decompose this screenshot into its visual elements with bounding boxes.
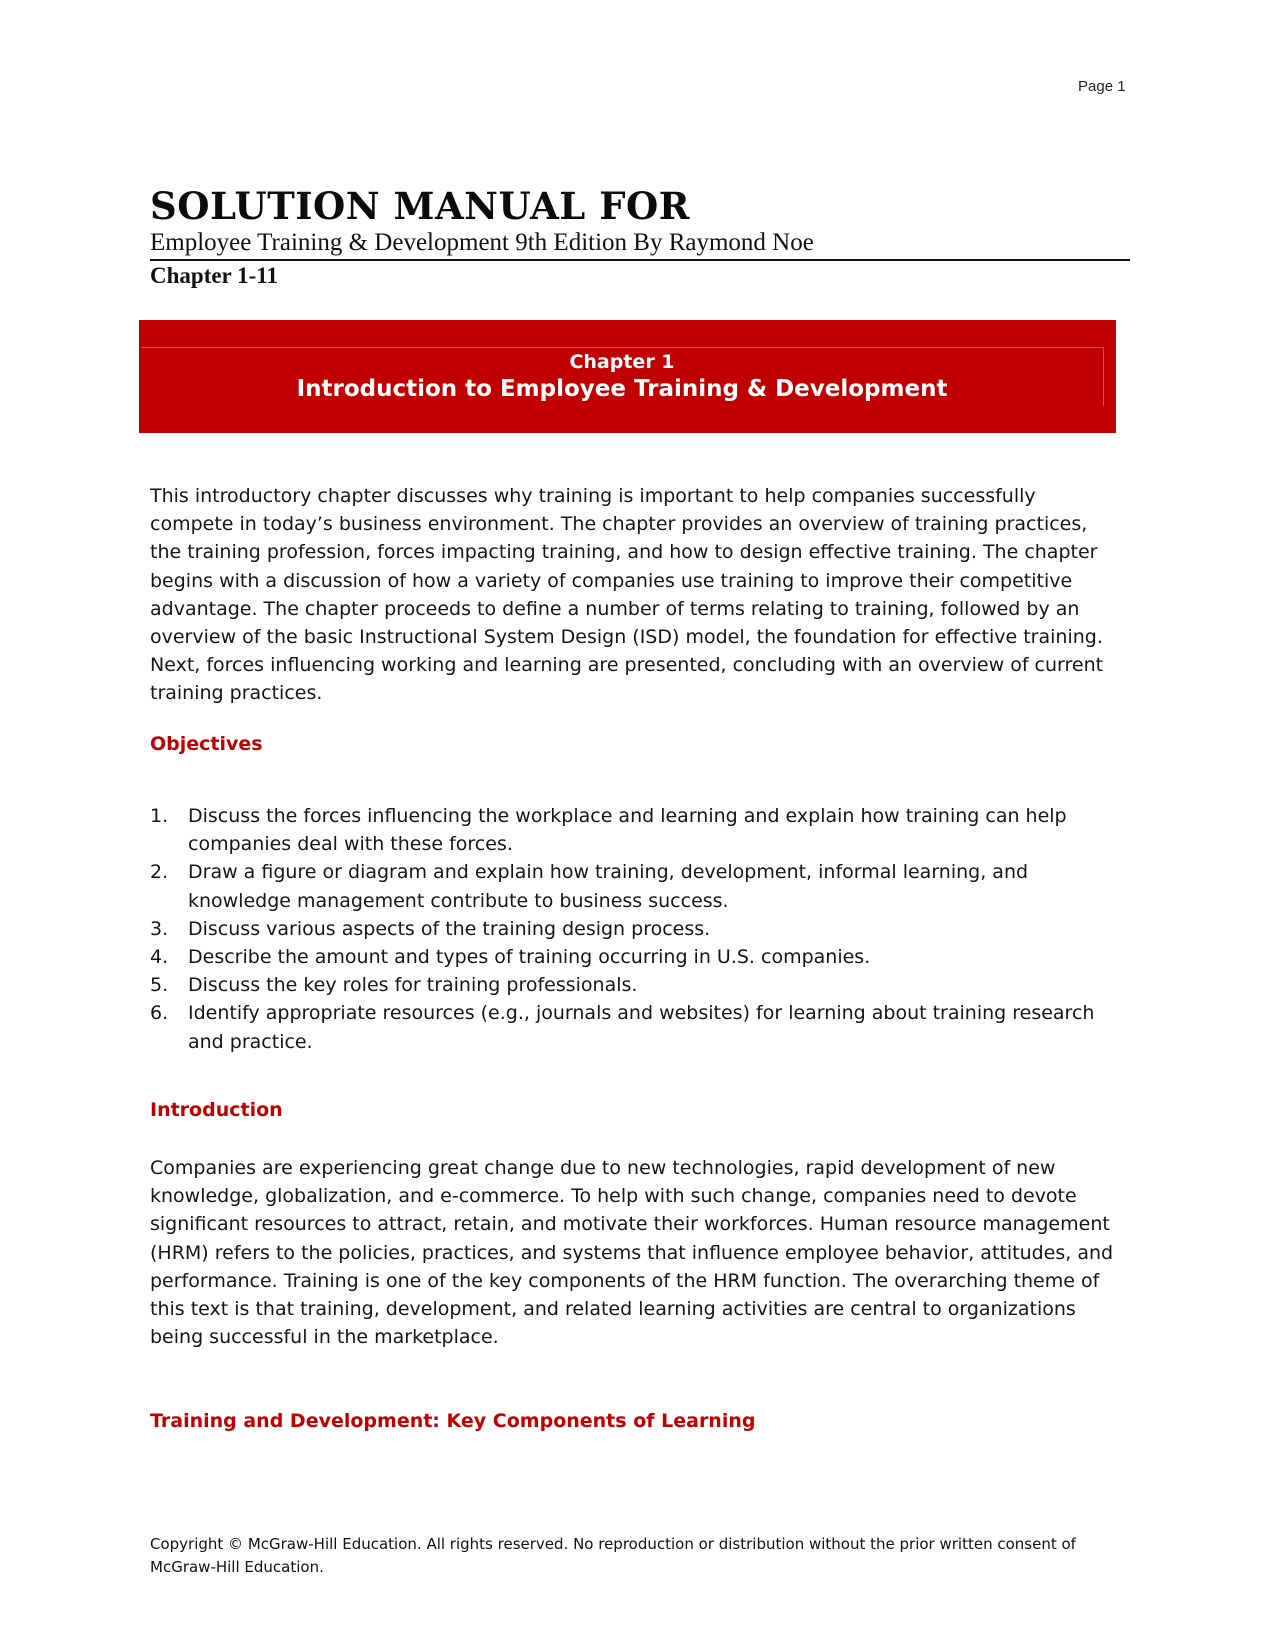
chapter-banner-inner [141,347,1104,406]
document-subtitle: Employee Training & Development 9th Edition By Raymond Noe [150,229,814,256]
list-item-text: Discuss the key roles for training professionals. [188,974,638,997]
list-item [150,943,1115,971]
list-item [150,971,1115,999]
title-divider [150,259,1130,261]
list-item-text: Identify appropriate resources (e.g., journals and websites) for learning about training research and practice. [188,1002,1095,1053]
intro-paragraph: This introductory chapter discusses why training is important to help companies successfully compete in today’s business environment. The chapter provides an overview of training practices, the training profession, forces impacting training, and how to design effective training. The chapter begins with a discussion of how a variety of companies use training to improve their competitive advantage. The chapter proceeds to define a number of terms relating to training, followed by an overview of the basic Instructional System Design (ISD) model, the foundation for effective training. Next, forces influencing working and learning are presented, concluding with an overview of current training practices. [150,485,1104,705]
list-item-number: 3. [150,917,169,940]
list-item-number: 4. [150,946,169,969]
objectives-list [150,802,1115,1056]
list-item [150,915,1115,943]
objectives-heading: Objectives [150,733,263,755]
chapter-banner [139,320,1116,433]
document-title: SOLUTION MANUAL FOR [150,184,690,228]
list-item-number: 2. [150,861,169,884]
list-item [150,802,1115,858]
chapter-range: Chapter 1-11 [150,263,278,288]
banner-chapter-title: Introduction to Employee Training & Development [296,376,948,402]
list-item-number: 1. [150,805,169,827]
list-item-text: Draw a figure or diagram and explain how training, development, informal learning, and knowledge management contribute to business success. [188,861,1029,912]
training-development-heading: Training and Development: Key Components of Learning [150,1410,756,1432]
introduction-paragraph: Companies are experiencing great change due to new technologies, rapid development of new knowledge, globalization, and e-commerce. To help with such change, companies need to devote significant resources to attract, retain, and motivate their workforces. Human resource management (HRM) refers to the policies, practices, and systems that influence employee behavior, attitudes, and performance. Training is one of the key components of the HRM function. The overarching theme of this text is that training, development, and related learning activities are central to organizations being successful in the marketplace. [150,1157,1114,1349]
banner-chapter-label: Chapter 1 [569,351,675,373]
introduction-heading: Introduction [150,1099,283,1121]
list-item-number: 5. [150,974,169,997]
page-number: Page 1 [1078,78,1126,95]
copyright-footer: Copyright © McGraw-Hill Education. All rights reserved. No reproduction or distribution without the prior written consent of McGraw-Hill Education. [150,1535,1076,1576]
list-item [150,858,1115,914]
list-item-number: 6. [150,1002,169,1025]
list-item-text: Discuss the forces influencing the workplace and learning and explain how training can help companies deal with these forces. [188,805,1067,856]
list-item [150,999,1115,1055]
list-item-text: Discuss various aspects of the training design process. [188,917,711,940]
list-item-text: Describe the amount and types of training occurring in U.S. companies. [188,946,871,969]
